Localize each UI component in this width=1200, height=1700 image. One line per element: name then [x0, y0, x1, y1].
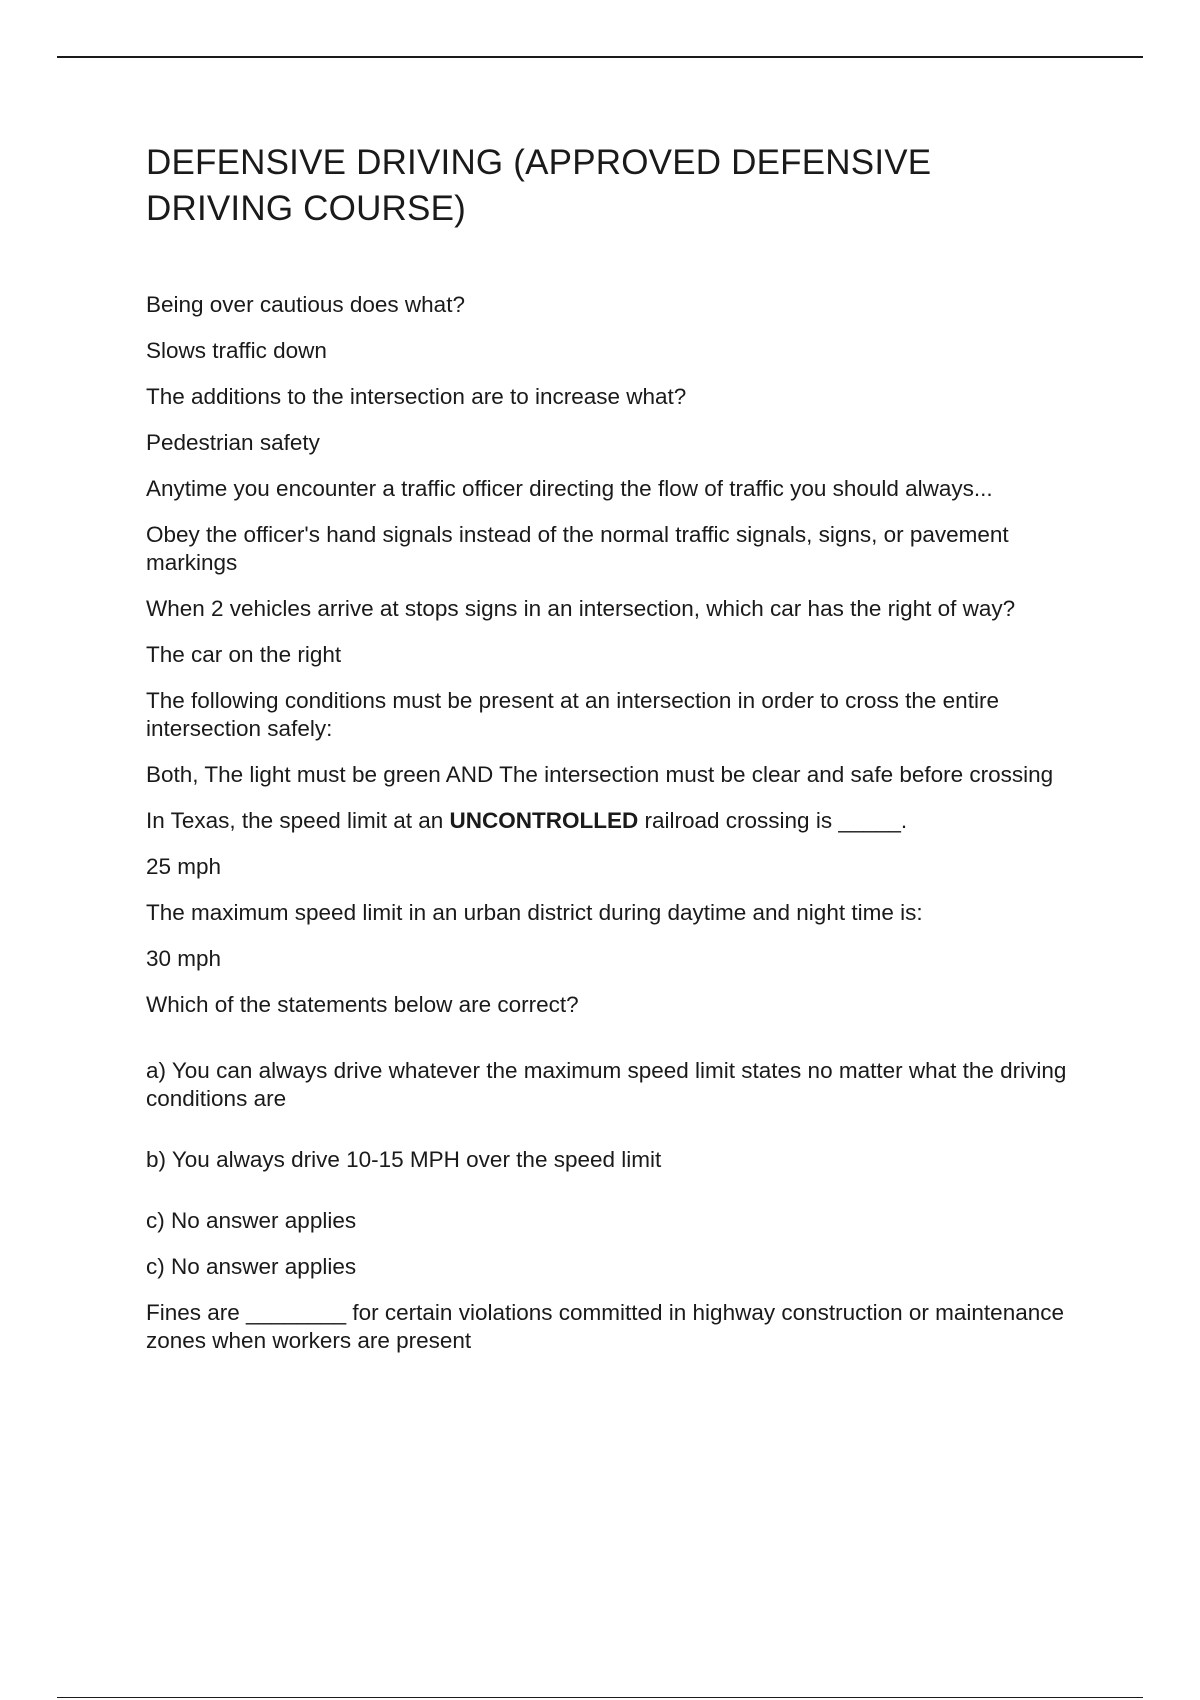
question-6-post: railroad crossing is _____.: [638, 808, 908, 833]
question-4: When 2 vehicles arrive at stops signs in an intersection, which car has the right of way?: [146, 596, 1016, 621]
answer-6: 25 mph: [146, 854, 222, 879]
bottom-rule: [57, 1697, 1143, 1698]
question-9: Fines are ________ for certain violations committed in highway construction or maintenance zones when workers are present: [146, 1300, 1064, 1353]
question-7: The maximum speed limit in an urban district during daytime and night time is:: [146, 900, 923, 925]
answer-4: The car on the right: [146, 642, 342, 667]
top-rule: [57, 56, 1143, 58]
answer-1: Slows traffic down: [146, 338, 327, 363]
question-2: The additions to the intersection are to increase what?: [146, 384, 687, 409]
question-6: [146, 807, 1086, 835]
question-3: Anytime you encounter a traffic officer directing the flow of traffic you should always...: [146, 476, 993, 501]
document-title: DEFENSIVE DRIVING (APPROVED DEFENSIVE DRIVING COURSE): [146, 143, 932, 228]
question-8: Which of the statements below are correct?: [146, 992, 579, 1017]
answer-2: Pedestrian safety: [146, 430, 320, 455]
question-6-bold: UNCONTROLLED: [449, 808, 639, 833]
answer-8: c) No answer applies: [146, 1254, 357, 1279]
option-c: c) No answer applies: [146, 1208, 357, 1233]
option-b: b) You always drive 10-15 MPH over the speed limit: [146, 1147, 662, 1172]
qa-list: [146, 291, 1086, 1355]
question-5: The following conditions must be present at an intersection in order to cross the entire intersection safely:: [146, 688, 999, 741]
answer-5: Both, The light must be green AND The intersection must be clear and safe before crossing: [146, 762, 1054, 787]
option-a: a) You can always drive whatever the maximum speed limit states no matter what the driving conditions are: [146, 1058, 1067, 1111]
answer-3: Obey the officer's hand signals instead of the normal traffic signals, signs, or pavement markings: [146, 522, 1009, 575]
question-6-pre: In Texas, the speed limit at an: [146, 808, 450, 833]
question-1: Being over cautious does what?: [146, 292, 465, 317]
answer-7: 30 mph: [146, 946, 222, 971]
document-body: [146, 140, 1086, 1373]
